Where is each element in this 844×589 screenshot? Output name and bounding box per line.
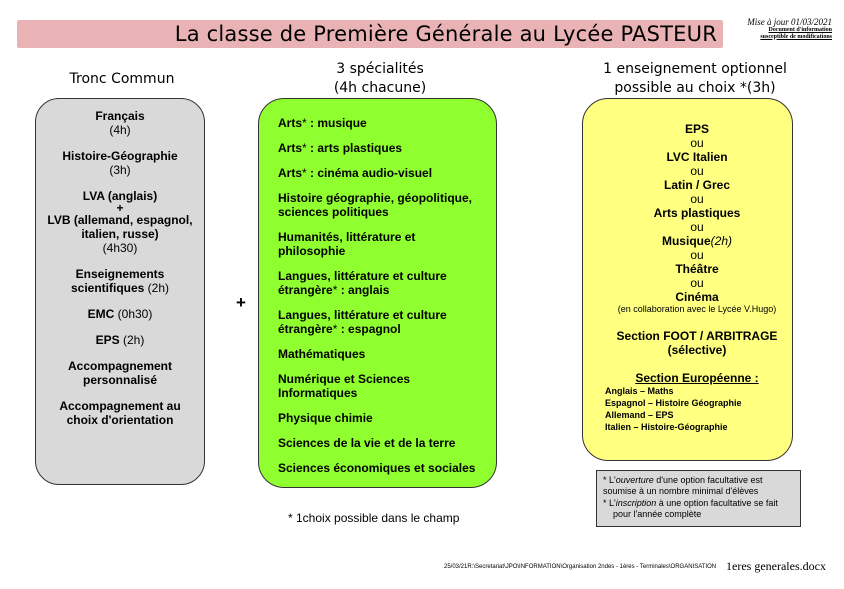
euro-section-title: Section Européenne : <box>635 371 759 385</box>
spec-item-text: : cinéma audio-visuel <box>306 166 433 180</box>
tronc-item-name: EPS <box>95 333 120 347</box>
legend-box <box>596 470 801 527</box>
tronc-item-hours: (3h) <box>109 163 131 177</box>
euro-line: Italien – Histoire-Géographie <box>605 422 728 432</box>
spec-item-text: Numérique et Sciences Informatiques <box>278 372 411 400</box>
spec-item-star: * <box>302 116 307 130</box>
or-label: ou <box>690 276 704 290</box>
or-label: ou <box>690 220 704 234</box>
spec-item-text: Histoire géographie, géopolitique, sciences politiques <box>278 191 473 219</box>
tronc-item-hours: (0h30) <box>117 307 153 321</box>
spec-item-star: * <box>302 166 307 180</box>
tronc-item <box>42 149 198 177</box>
plus-sign: + <box>236 293 246 312</box>
or-label: ou <box>690 136 704 150</box>
opt-heading-line2: possible au choix *(3h) <box>614 80 776 96</box>
spec-item <box>278 372 478 400</box>
spec-heading-line2: (4h chacune) <box>333 80 427 96</box>
option-item: Cinéma <box>675 290 719 304</box>
section-foot-note: (sélective) <box>667 343 727 357</box>
tronc-item-name: EMC <box>87 307 115 321</box>
spec-item-star: * <box>332 283 338 297</box>
spec-item <box>278 230 478 258</box>
spec-item-text: Physique chimie <box>278 411 373 425</box>
legend-note-2 <box>603 498 794 520</box>
euro-line: Espagnol – Histoire Géographie <box>605 398 742 408</box>
page-title: La classe de Première Générale au Lycée PASTEUR <box>174 22 717 46</box>
legend-text: soumise à un nombre minimal d'élèves <box>603 486 759 496</box>
option-item: EPS <box>684 122 709 136</box>
spec-item <box>278 347 478 361</box>
title-banner <box>17 20 723 48</box>
spec-item <box>278 461 478 475</box>
spec-item-text: : espagnol <box>337 322 401 336</box>
spec-item-text: Arts <box>278 166 303 180</box>
option-item: Latin / Grec <box>663 178 731 192</box>
tronc-item <box>42 189 198 255</box>
tronc-item-hours: (2h) <box>123 333 145 347</box>
spec-item <box>278 166 478 180</box>
spec-item-text: Sciences économiques et sociales <box>278 461 476 475</box>
spec-item <box>278 436 478 450</box>
euro-line: Anglais – Maths <box>605 386 674 396</box>
or-label: ou <box>690 192 704 206</box>
option-item: Théâtre <box>675 262 719 276</box>
spec-item <box>278 116 478 130</box>
spec-item-text: Arts <box>278 116 303 130</box>
spec-item-text: Langues, littérature et culture étrangère <box>278 308 447 336</box>
legend-text: d'une option facultative est <box>653 475 763 485</box>
spec-item-star: * <box>302 141 307 155</box>
euro-line: Allemand – EPS <box>605 410 674 420</box>
tronc-item-hours: (4h) <box>109 123 131 137</box>
legend-emphasis: ouverture <box>615 475 654 485</box>
tronc-item <box>42 267 198 295</box>
spec-item-text: Langues, littérature et culture étrangère <box>278 269 447 297</box>
option-item: LVC Italien <box>666 150 728 164</box>
tronc-item-name: LVB (allemand, espagnol, italien, russe) <box>47 213 193 241</box>
file-path: 25/03/21R:\Secretariat\JPO\INFORMATION\Organisation 2ndes - 1ères - Terminales\ORGANISATION <box>444 564 717 570</box>
tronc-item-plus: + <box>116 201 124 215</box>
spec-item-text: : musique <box>306 116 367 130</box>
spec-item-star: * <box>332 322 338 336</box>
opt-heading <box>585 60 805 98</box>
tronc-item <box>42 359 198 387</box>
spec-item <box>278 411 478 425</box>
spec-item <box>278 141 478 155</box>
tronc-heading-text: Tronc Commun <box>69 71 175 87</box>
tronc-item-name: Accompagnement au choix d'orientation <box>59 399 181 427</box>
spec-item-text: Mathématiques <box>278 347 366 361</box>
update-date: Mise à jour 01/03/2021 <box>747 17 832 27</box>
spec-item <box>278 191 478 219</box>
musique-hours: (2h) <box>710 234 732 248</box>
legend-note-1 <box>603 475 794 497</box>
spec-item <box>278 269 478 297</box>
legend-text: * L' <box>603 475 616 485</box>
optionnel-box <box>582 98 793 461</box>
tronc-item-hours: (2h) <box>147 281 170 295</box>
doc-info-line: Document d'information <box>768 27 832 34</box>
or-label: ou <box>690 248 704 262</box>
tronc-item <box>42 333 198 347</box>
spec-item-text: Arts <box>278 141 303 155</box>
doc-info-line-2: susceptible de modifications <box>760 33 832 40</box>
tronc-item-name: Enseignements scientifiques <box>70 267 165 295</box>
spec-item-text: : arts plastiques <box>306 141 403 155</box>
spec-item-text: : anglais <box>337 283 390 297</box>
section-foot: Section FOOT / ARBITRAGE <box>616 329 778 343</box>
spec-heading <box>270 60 490 98</box>
legend-text: * L' <box>603 498 616 508</box>
legend-text: à une option facultative se fait <box>656 498 778 508</box>
or-label: ou <box>690 164 704 178</box>
tronc-heading <box>35 70 209 89</box>
tronc-item-hours: (4h30) <box>102 241 138 255</box>
spec-item-text: Sciences de la vie et de la terre <box>278 436 456 450</box>
tronc-item <box>42 399 198 427</box>
tronc-commun-box <box>35 98 205 485</box>
specialites-box <box>258 98 497 488</box>
legend-text: pour l'année complète <box>613 509 702 519</box>
option-item-musique <box>607 234 787 248</box>
spec-item-text: Humanités, littérature et philosophie <box>278 230 416 258</box>
tronc-item <box>42 109 198 137</box>
cinema-note: (en collaboration avec le Lycée V.Hugo) <box>617 304 777 314</box>
spec-heading-line1: 3 spécialités <box>336 61 424 77</box>
opt-heading-line1: 1 enseignement optionnel <box>603 61 787 77</box>
tronc-item-name: Histoire-Géographie <box>62 149 178 163</box>
spec-footnote: * 1choix possible dans le champ <box>288 511 460 525</box>
tronc-item-name: Accompagnement personnalisé <box>67 359 173 387</box>
tronc-item-name: Français <box>95 109 145 123</box>
option-item: Musique <box>661 234 711 248</box>
option-item: Arts plastiques <box>653 206 741 220</box>
file-name: 1eres generales.docx <box>726 559 826 573</box>
spec-item <box>278 308 478 336</box>
tronc-item-name: LVA (anglais) <box>82 189 158 203</box>
tronc-item <box>42 307 198 321</box>
update-note <box>747 18 832 40</box>
legend-emphasis: inscription <box>615 498 657 508</box>
